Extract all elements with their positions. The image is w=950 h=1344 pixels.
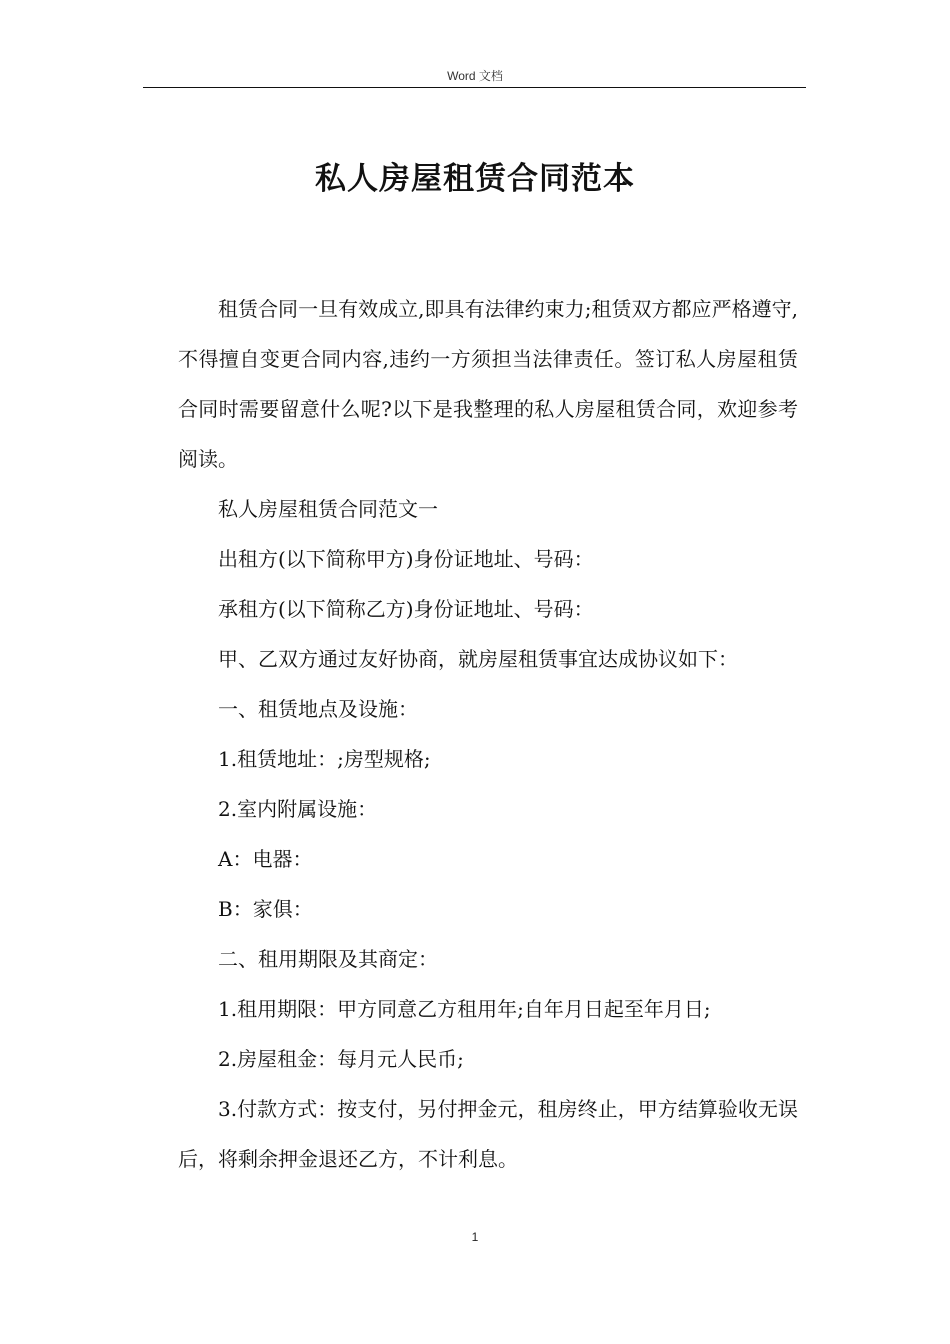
clause-payment: 3.付款方式：按支付，另付押金元，租房终止，甲方结算验收无误后，将剩余押金退还乙方，不计利息。 — [178, 1097, 798, 1171]
paragraph-agreement: 甲、乙双方通过友好协商，就房屋租赁事宜达成协议如下： — [218, 647, 738, 671]
clause-furniture: B：家俱： — [218, 897, 313, 921]
page-header: Word 文档 — [447, 69, 503, 83]
paragraph-sample-heading: 私人房屋租赁合同范文一 — [218, 497, 438, 521]
clause-facilities: 2.室内附属设施： — [218, 797, 378, 821]
clause-address: 1.租赁地址：;房型规格; — [218, 747, 431, 771]
clause-rent: 2.房屋租金：每月元人民币; — [218, 1047, 464, 1071]
clause-term: 1.租用期限：甲方同意乙方租用年;自年月日起至年月日; — [218, 997, 711, 1021]
paragraph-lessee: 承租方(以下简称乙方)身份证地址、号码： — [218, 597, 594, 621]
document-body — [178, 284, 798, 1184]
paragraph-lessor: 出租方(以下简称甲方)身份证地址、号码： — [218, 547, 594, 571]
section-heading-location: 一、租赁地点及设施： — [218, 697, 418, 721]
document-title: 私人房屋租赁合同范本 — [315, 161, 635, 197]
section-heading-term: 二、租用期限及其商定： — [218, 947, 438, 971]
header-divider — [143, 87, 806, 88]
paragraph-intro: 租赁合同一旦有效成立,即具有法律约束力;租赁双方都应严格遵守,不得擅自变更合同内容,违约一方须担当法律责任。签订私人房屋租赁合同时需要留意什么呢?以下是我整理的私人房屋租赁合同，欢迎参考阅读。 — [178, 297, 798, 471]
page-number: 1 — [471, 1230, 479, 1244]
clause-appliances: A：电器： — [218, 847, 313, 871]
